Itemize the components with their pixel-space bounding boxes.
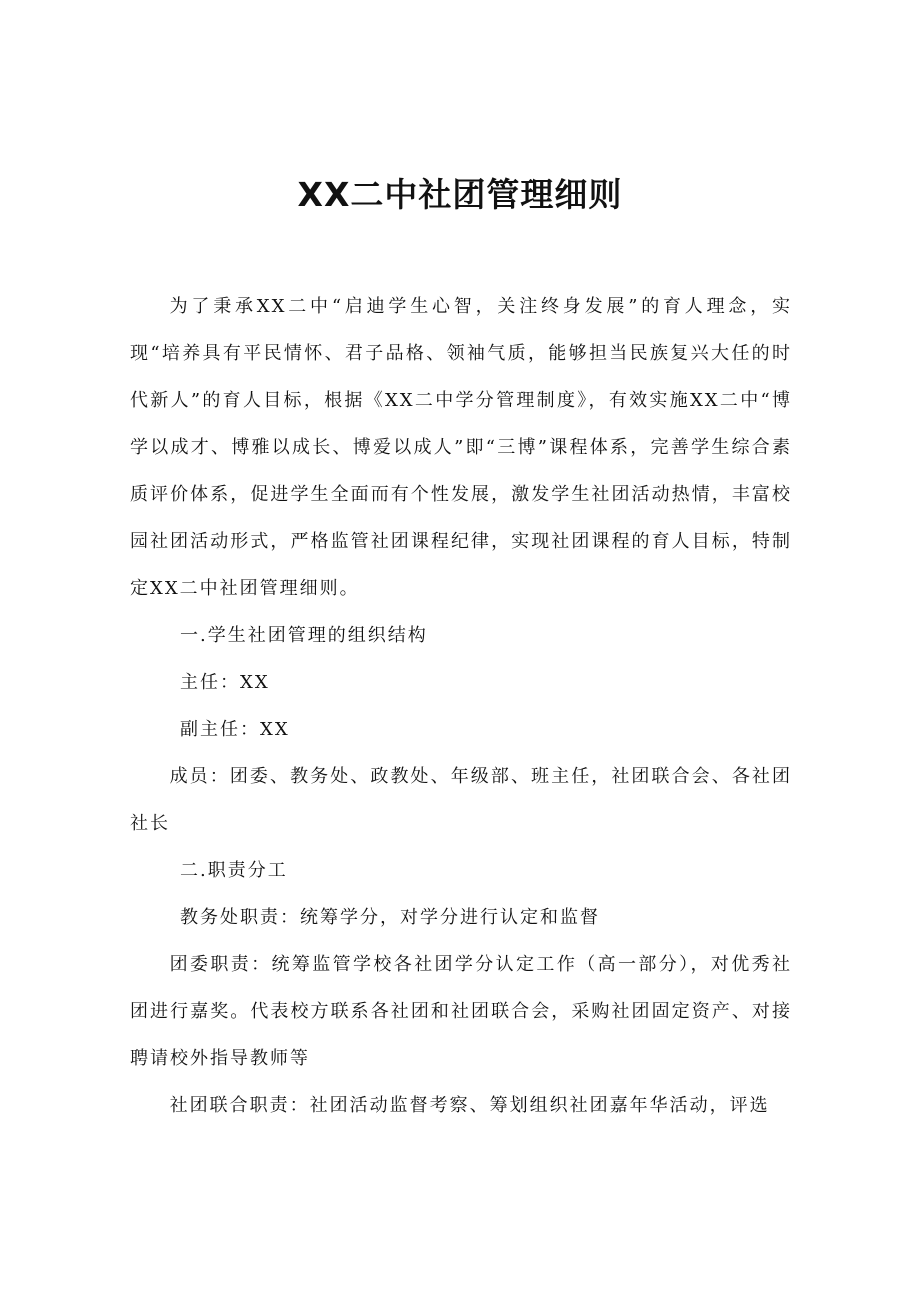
youth-league-duty: 团委职责：统筹监管学校各社团学分认定工作（高一部分），对优秀社团进行嘉奖。代表校方联系各社团和社团联合会，采购社团固定资产、对接聘请校外指导教师等: [130, 954, 792, 1069]
director-line: 主任：XX: [180, 672, 270, 693]
document-title: XX二中社团管理细则: [297, 175, 623, 214]
union-duty: 社团联合职责：社团活动监督考察、筹划组织社团嘉年华活动，评选: [169, 1095, 770, 1116]
section-heading-duties: 二.职责分工: [180, 860, 288, 881]
academic-office-duty: 教务处职责：统筹学分，对学分进行认定和监督: [180, 907, 600, 928]
document-body: [130, 283, 792, 1129]
members-paragraph: 成员：团委、教务处、政教处、年级部、班主任，社团联合会、各社团社长: [130, 766, 792, 834]
section-heading-organization: 一.学生社团管理的组织结构: [180, 625, 428, 646]
intro-paragraph: 为了秉承XX二中“启迪学生心智，关注终身发展”的育人理念，实现“培养具有平民情怀、君子品格、领袖气质，能够担当民族复兴大任的时代新人”的育人目标，根据《XX二中学分管理制度》，有效实施XX二中“博学以成才、博雅以成长、博爱以成人”即“三博”课程体系，完善学生综合素质评价体系，促进学生全面而有个性发展，激发学生社团活动热情，丰富校园社团活动形式，严格监管社团课程纪律，实现社团课程的育人目标，特制定XX二中社团管理细则。: [130, 296, 792, 599]
deputy-director-line: 副主任：XX: [180, 719, 290, 740]
